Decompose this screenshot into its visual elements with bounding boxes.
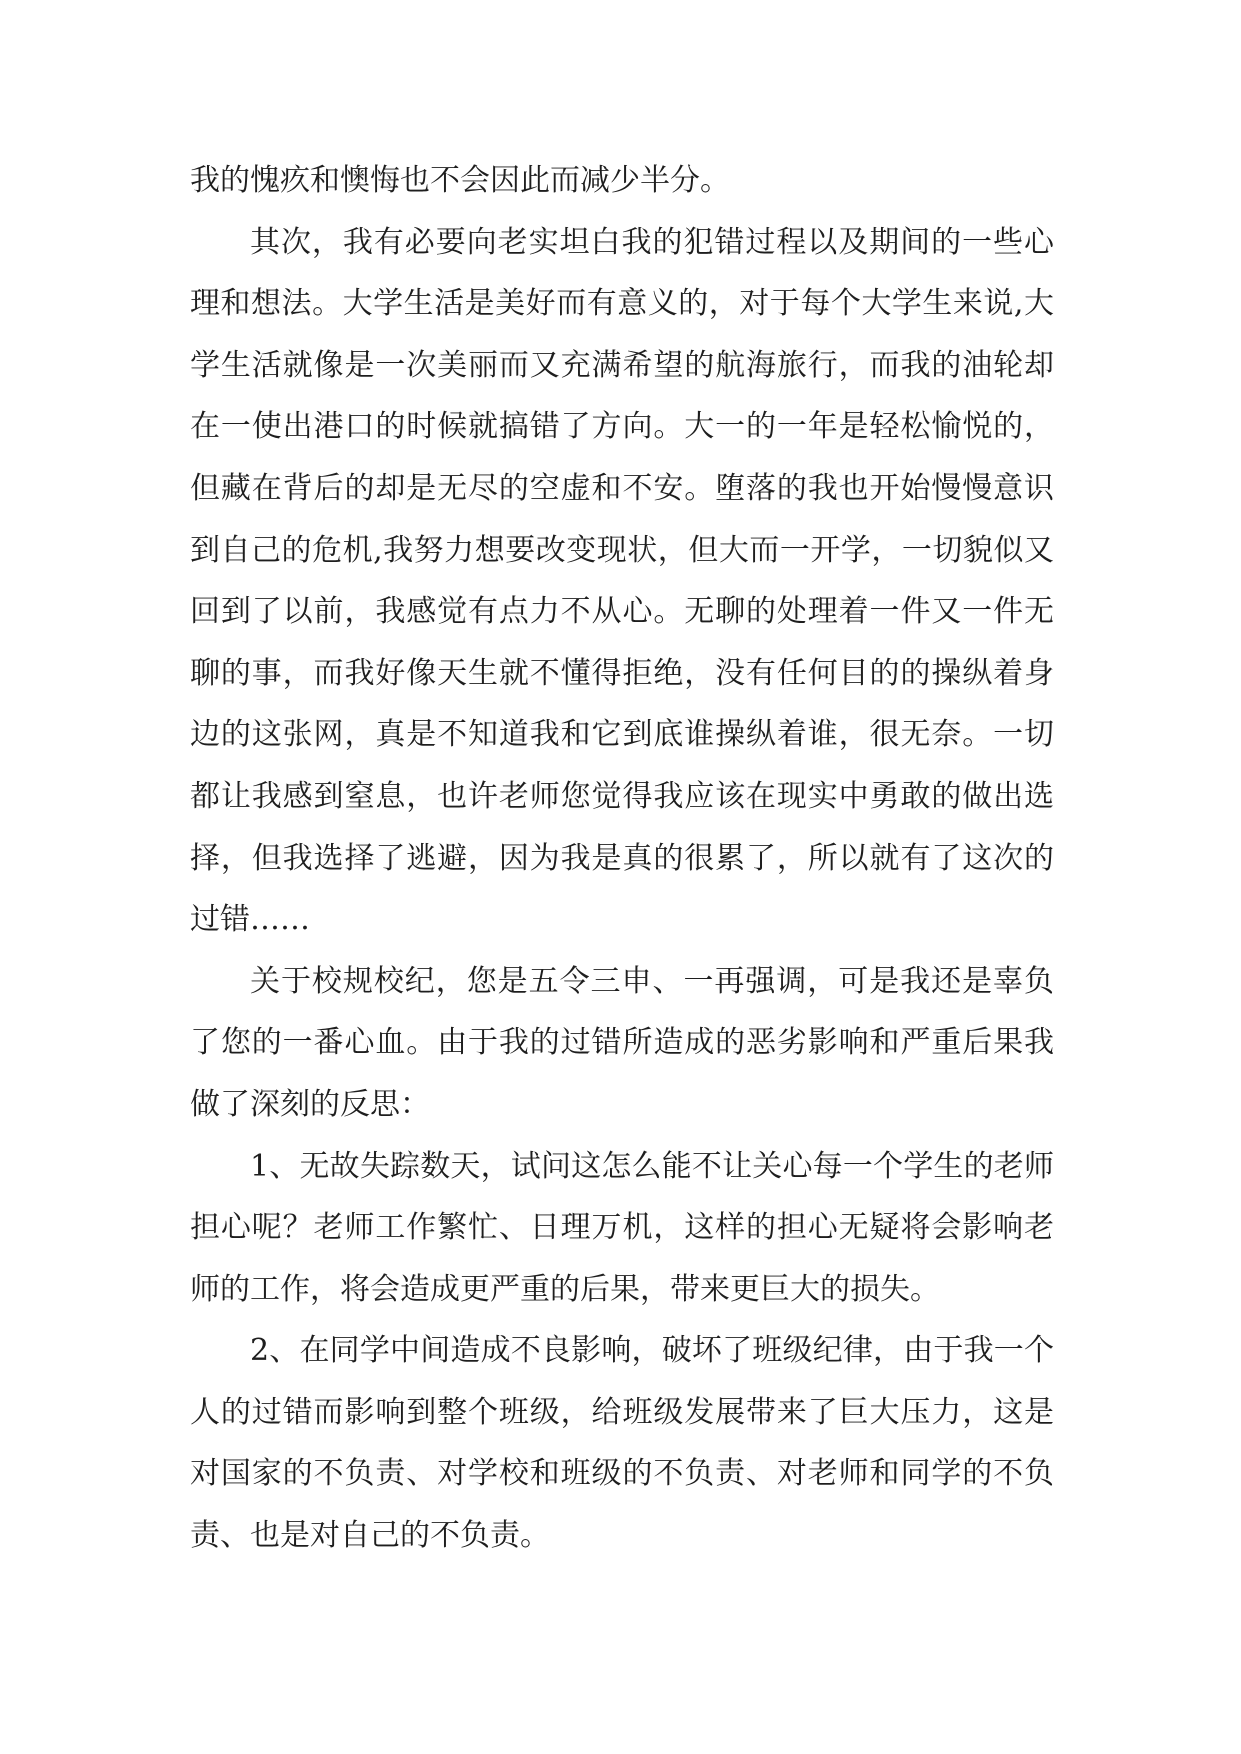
paragraph-point-1: 1、无故失踪数天，试问这怎么能不让关心每一个学生的老师担心呢？老师工作繁忙、日理万机，这样的担心无疑将会影响老师的工作，将会造成更严重的后果，带来更巨大的损失。 [190, 1148, 1054, 1307]
paragraph-point-2: 2、在同学中间造成不良影响，破坏了班级纪律，由于我一个人的过错而影响到整个班级，给班级发展带来了巨大压力，这是对国家的不负责、对学校和班级的不负责、对老师和同学的不负责、也是对自己的不负责。 [190, 1333, 1054, 1554]
document-body [190, 150, 1054, 1567]
paragraph-school-rules: 关于校规校纪，您是五令三申、一再强调，可是我还是辜负了您的一番心血。由于我的过错所造成的恶劣影响和严重后果我做了深刻的反思： [190, 963, 1054, 1122]
paragraph-continuation: 我的愧疚和懊悔也不会因此而减少半分。 [190, 163, 730, 198]
paragraph-confession: 其次，我有必要向老实坦白我的犯错过程以及期间的一些心理和想法。大学生活是美好而有意义的，对于每个大学生来说,大学生活就像是一次美丽而又充满希望的航海旅行，而我的油轮却在一使出港口的时候就搞错了方向。大一的一年是轻松愉悦的，但藏在背后的却是无尽的空虚和不安。堕落的我也开始慢慢意识到自己的危机,我努力想要改变现状，但大而一开学，一切貌似又回到了以前，我感觉有点力不从心。无聊的处理着一件又一件无聊的事，而我好像天生就不懂得拒绝，没有任何目的的操纵着身边的这张网，真是不知道我和它到底谁操纵着谁，很无奈。一切都让我感到窒息，也许老师您觉得我应该在现实中勇敢的做出选择，但我选择了逃避，因为我是真的很累了，所以就有了这次的过错…… [190, 224, 1054, 938]
